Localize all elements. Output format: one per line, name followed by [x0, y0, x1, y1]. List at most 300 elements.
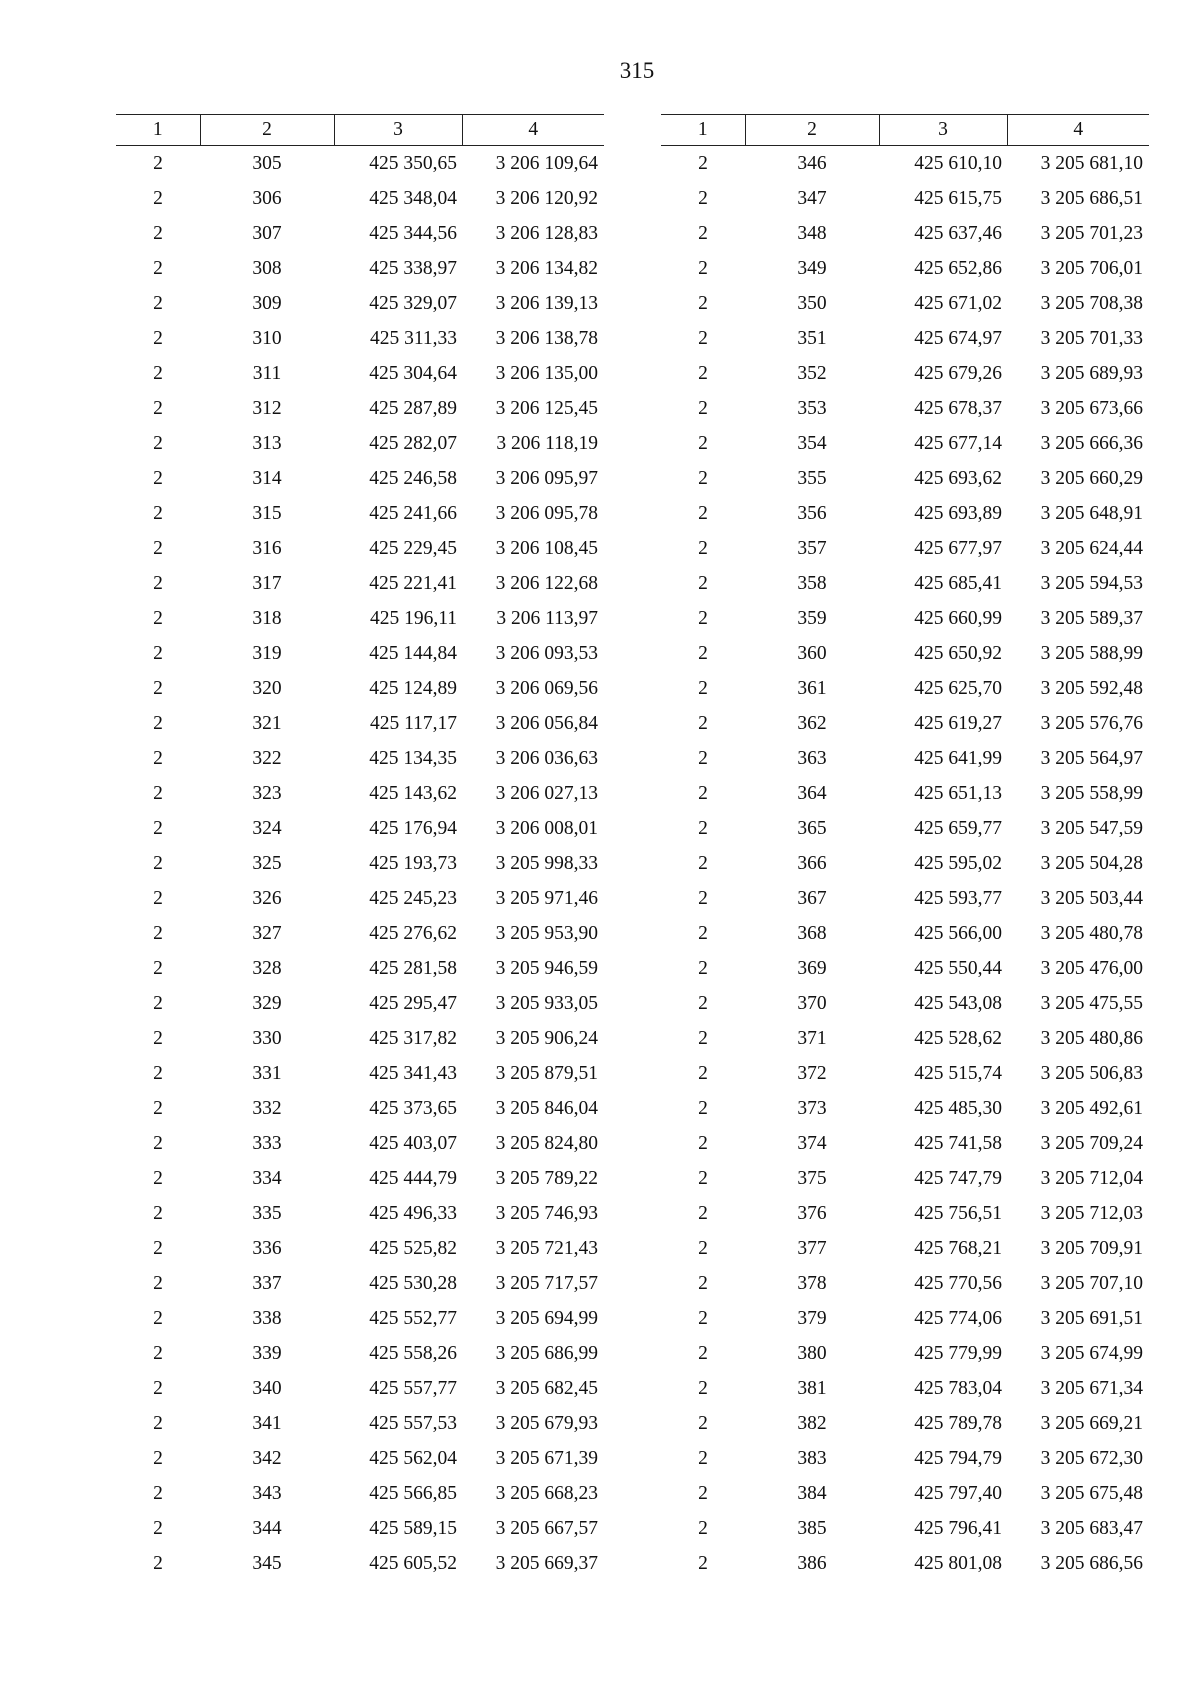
table-cell: 3 205 492,61 — [1040, 1097, 1143, 1119]
table-cell: 425 693,62 — [914, 467, 1002, 489]
table-cell: 334 — [252, 1167, 282, 1189]
table-cell: 3 206 128,83 — [495, 222, 598, 244]
table-cell: 3 206 095,97 — [495, 467, 598, 489]
table-row — [661, 426, 1149, 461]
table-cell: 425 589,15 — [369, 1517, 457, 1539]
table-row — [661, 356, 1149, 391]
table-cell: 2 — [698, 327, 708, 349]
table-row — [116, 181, 604, 216]
table-cell: 375 — [797, 1167, 827, 1189]
table-cell: 3 205 694,99 — [495, 1307, 598, 1329]
table-body — [661, 146, 1149, 1582]
table-cell: 338 — [252, 1307, 282, 1329]
table-cell: 2 — [698, 1097, 708, 1119]
table-cell: 347 — [797, 187, 827, 209]
table-row — [661, 566, 1149, 601]
table-row — [661, 1126, 1149, 1161]
table-cell: 3 206 113,97 — [496, 607, 598, 629]
table-cell: 425 373,65 — [369, 1097, 457, 1119]
table-cell: 425 741,58 — [914, 1132, 1002, 1154]
table-row — [116, 531, 604, 566]
table-cell: 2 — [153, 1517, 163, 1539]
table-row — [116, 321, 604, 356]
table-row — [116, 1231, 604, 1266]
table-cell: 332 — [252, 1097, 282, 1119]
table-cell: 377 — [797, 1237, 827, 1259]
table-cell: 2 — [698, 1517, 708, 1539]
table-row — [116, 951, 604, 986]
table-cell: 425 282,07 — [369, 432, 457, 454]
table-cell: 3 205 668,23 — [495, 1482, 598, 1504]
table-cell: 2 — [153, 502, 163, 524]
table-cell: 3 205 824,80 — [495, 1132, 598, 1154]
table-cell: 374 — [797, 1132, 827, 1154]
table-cell: 2 — [153, 432, 163, 454]
table-cell: 310 — [252, 327, 282, 349]
table-cell: 2 — [153, 887, 163, 909]
table-cell: 2 — [153, 362, 163, 384]
table-cell: 3 206 036,63 — [495, 747, 598, 769]
table-cell: 3 205 667,57 — [495, 1517, 598, 1539]
table-cell: 2 — [153, 1342, 163, 1364]
table-cell: 321 — [252, 712, 282, 734]
table-cell: 360 — [797, 642, 827, 664]
table-cell: 425 525,82 — [369, 1237, 457, 1259]
table-cell: 3 205 712,04 — [1040, 1167, 1143, 1189]
table-cell: 339 — [252, 1342, 282, 1364]
table-cell: 425 747,79 — [914, 1167, 1002, 1189]
table-row — [116, 356, 604, 391]
table-cell: 2 — [698, 677, 708, 699]
table-row — [661, 916, 1149, 951]
table-cell: 365 — [797, 817, 827, 839]
table-cell: 341 — [252, 1412, 282, 1434]
table-row — [116, 741, 604, 776]
table-cell: 3 206 056,84 — [495, 712, 598, 734]
table-cell: 425 295,47 — [369, 992, 457, 1014]
table-cell: 2 — [153, 1412, 163, 1434]
table-row — [116, 1091, 604, 1126]
table-cell: 3 205 675,48 — [1040, 1482, 1143, 1504]
table-cell: 425 196,11 — [369, 607, 457, 629]
table-cell: 344 — [252, 1517, 282, 1539]
table-cell: 425 134,35 — [369, 747, 457, 769]
table-cell: 3 206 134,82 — [495, 257, 598, 279]
table-cell: 425 348,04 — [369, 187, 457, 209]
table-cell: 342 — [252, 1447, 282, 1469]
table-cell: 2 — [153, 642, 163, 664]
table-cell: 2 — [153, 292, 163, 314]
table-cell: 425 801,08 — [914, 1552, 1002, 1574]
table-cell: 386 — [797, 1552, 827, 1574]
table-body — [116, 146, 604, 1582]
table-cell: 425 444,79 — [369, 1167, 457, 1189]
table-cell: 425 552,77 — [369, 1307, 457, 1329]
header-cell: 1 — [116, 115, 200, 146]
table-cell: 370 — [797, 992, 827, 1014]
table-cell: 382 — [797, 1412, 827, 1434]
table-cell: 425 557,77 — [369, 1377, 457, 1399]
table-cell: 3 205 746,93 — [495, 1202, 598, 1224]
table-cell: 349 — [797, 257, 827, 279]
table-cell: 306 — [252, 187, 282, 209]
table-row — [116, 1056, 604, 1091]
table-row — [661, 181, 1149, 216]
table-row — [661, 146, 1149, 182]
table-cell: 425 770,56 — [914, 1272, 1002, 1294]
table-cell: 425 797,40 — [914, 1482, 1002, 1504]
table-row — [661, 1546, 1149, 1581]
table-header — [116, 115, 604, 146]
table-cell: 3 205 588,99 — [1040, 642, 1143, 664]
table-cell: 314 — [252, 467, 282, 489]
table-cell: 2 — [698, 1027, 708, 1049]
table-cell: 316 — [252, 537, 282, 559]
table-row — [661, 286, 1149, 321]
table-cell: 2 — [153, 747, 163, 769]
table-row — [661, 1266, 1149, 1301]
table-cell: 3 205 879,51 — [495, 1062, 598, 1084]
table-cell: 3 205 671,34 — [1040, 1377, 1143, 1399]
table-cell: 425 779,99 — [914, 1342, 1002, 1364]
table-cell: 380 — [797, 1342, 827, 1364]
table-row — [116, 566, 604, 601]
table-cell: 384 — [797, 1482, 827, 1504]
table-cell: 2 — [153, 397, 163, 419]
table-cell: 425 558,26 — [369, 1342, 457, 1364]
table-cell: 351 — [797, 327, 827, 349]
table-row — [661, 1406, 1149, 1441]
table-row — [116, 286, 604, 321]
table-cell: 425 783,04 — [914, 1377, 1002, 1399]
table-cell: 3 205 669,37 — [495, 1552, 598, 1574]
table-cell: 3 205 971,46 — [495, 887, 598, 909]
table-cell: 425 641,99 — [914, 747, 1002, 769]
page-number: 315 — [619, 58, 655, 83]
table-cell: 2 — [698, 817, 708, 839]
table-cell: 425 550,44 — [914, 957, 1002, 979]
table-cell: 425 221,41 — [369, 572, 457, 594]
table-cell: 2 — [153, 187, 163, 209]
table-cell: 307 — [252, 222, 282, 244]
table-cell: 348 — [797, 222, 827, 244]
table-cell: 333 — [252, 1132, 282, 1154]
table-cell: 425 245,23 — [369, 887, 457, 909]
table-cell: 2 — [698, 362, 708, 384]
table-cell: 2 — [698, 607, 708, 629]
table-cell: 3 205 476,00 — [1040, 957, 1143, 979]
table-cell: 2 — [153, 1167, 163, 1189]
table-cell: 425 685,41 — [914, 572, 1002, 594]
table-cell: 2 — [153, 1272, 163, 1294]
table-row — [116, 811, 604, 846]
table-cell: 425 557,53 — [369, 1412, 457, 1434]
table-row — [116, 1196, 604, 1231]
table-header — [661, 115, 1149, 146]
table-cell: 2 — [698, 432, 708, 454]
table-row — [661, 461, 1149, 496]
table-row — [661, 1091, 1149, 1126]
table-cell: 3 205 660,29 — [1040, 467, 1143, 489]
table-row — [661, 741, 1149, 776]
table-row — [661, 1476, 1149, 1511]
table-row — [661, 216, 1149, 251]
table-cell: 3 205 712,03 — [1040, 1202, 1143, 1224]
table-cell: 362 — [797, 712, 827, 734]
table-row — [116, 601, 604, 636]
table-row — [116, 916, 604, 951]
table-cell: 2 — [698, 572, 708, 594]
table-row — [661, 1301, 1149, 1336]
table-cell: 2 — [698, 957, 708, 979]
table-cell: 3 205 475,55 — [1040, 992, 1143, 1014]
table-row — [661, 321, 1149, 356]
table-cell: 371 — [797, 1027, 827, 1049]
table-row — [661, 1161, 1149, 1196]
table-cell: 425 637,46 — [914, 222, 1002, 244]
header-cell: 1 — [661, 115, 745, 146]
table-cell: 2 — [698, 1552, 708, 1574]
table-cell: 2 — [153, 782, 163, 804]
table-cell: 352 — [797, 362, 827, 384]
table-cell: 373 — [797, 1097, 827, 1119]
table-cell: 355 — [797, 467, 827, 489]
table-cell: 2 — [153, 327, 163, 349]
table-cell: 3 205 648,91 — [1040, 502, 1143, 524]
table-cell: 2 — [698, 1167, 708, 1189]
table-cell: 3 205 681,10 — [1040, 152, 1143, 174]
table-row — [116, 1336, 604, 1371]
table-cell: 425 678,37 — [914, 397, 1002, 419]
table-cell: 372 — [797, 1062, 827, 1084]
table-cell: 2 — [698, 467, 708, 489]
table-row — [661, 531, 1149, 566]
table-cell: 2 — [153, 1447, 163, 1469]
table-cell: 3 205 946,59 — [495, 957, 598, 979]
table-cell: 323 — [252, 782, 282, 804]
table-cell: 425 281,58 — [369, 957, 457, 979]
table-cell: 425 338,97 — [369, 257, 457, 279]
table-cell: 3 205 721,43 — [495, 1237, 598, 1259]
table-cell: 3 205 564,97 — [1040, 747, 1143, 769]
table-cell: 425 311,33 — [369, 327, 457, 349]
table-cell: 2 — [153, 607, 163, 629]
table-row — [116, 496, 604, 531]
table-cell: 2 — [698, 397, 708, 419]
table-cell: 2 — [698, 152, 708, 174]
table-cell: 2 — [153, 677, 163, 699]
table-cell: 3 205 709,91 — [1040, 1237, 1143, 1259]
table-cell: 425 193,73 — [369, 852, 457, 874]
table-cell: 2 — [698, 1482, 708, 1504]
table-cell: 425 344,56 — [369, 222, 457, 244]
table-cell: 2 — [153, 1062, 163, 1084]
table-cell: 3 206 118,19 — [496, 432, 598, 454]
table-cell: 2 — [698, 992, 708, 1014]
table-cell: 381 — [797, 1377, 827, 1399]
table-cell: 3 205 683,47 — [1040, 1517, 1143, 1539]
table-cell: 2 — [698, 187, 708, 209]
table-cell: 425 768,21 — [914, 1237, 1002, 1259]
table-row — [116, 1511, 604, 1546]
table-cell: 326 — [252, 887, 282, 909]
table-cell: 329 — [252, 992, 282, 1014]
table-cell: 2 — [698, 782, 708, 804]
table-cell: 2 — [153, 1377, 163, 1399]
table-cell: 3 205 709,24 — [1040, 1132, 1143, 1154]
table-row — [116, 1021, 604, 1056]
table-cell: 3 206 122,68 — [495, 572, 598, 594]
table-cell: 367 — [797, 887, 827, 909]
table-cell: 2 — [153, 1237, 163, 1259]
table-cell: 425 625,70 — [914, 677, 1002, 699]
table-row — [116, 251, 604, 286]
table-cell: 3 205 682,45 — [495, 1377, 598, 1399]
table-cell: 345 — [252, 1552, 282, 1574]
table-row — [116, 216, 604, 251]
table-cell: 368 — [797, 922, 827, 944]
table-row — [116, 1126, 604, 1161]
table-cell: 3 205 594,53 — [1040, 572, 1143, 594]
table-row — [116, 1476, 604, 1511]
table-cell: 3 205 717,57 — [495, 1272, 598, 1294]
table-cell: 315 — [252, 502, 282, 524]
table-cell: 2 — [698, 887, 708, 909]
table-cell: 425 117,17 — [369, 712, 457, 734]
table-cell: 3 205 953,90 — [495, 922, 598, 944]
table-row — [116, 1406, 604, 1441]
table-cell: 425 789,78 — [914, 1412, 1002, 1434]
table-cell: 3 205 480,78 — [1040, 922, 1143, 944]
table-cell: 356 — [797, 502, 827, 524]
table-row — [116, 1371, 604, 1406]
table-row — [661, 1196, 1149, 1231]
table-cell: 425 485,30 — [914, 1097, 1002, 1119]
table-row — [661, 811, 1149, 846]
table-cell: 3 206 125,45 — [495, 397, 598, 419]
table-cell: 3 205 679,93 — [495, 1412, 598, 1434]
table-cell: 3 205 706,01 — [1040, 257, 1143, 279]
table-cell: 425 693,89 — [914, 502, 1002, 524]
table-cell: 3 206 139,13 — [495, 292, 598, 314]
table-cell: 336 — [252, 1237, 282, 1259]
table-cell: 379 — [797, 1307, 827, 1329]
table-cell: 425 543,08 — [914, 992, 1002, 1014]
table-row — [661, 986, 1149, 1021]
table-cell: 3 205 624,44 — [1040, 537, 1143, 559]
table-row — [661, 391, 1149, 426]
table-cell: 319 — [252, 642, 282, 664]
table-cell: 335 — [252, 1202, 282, 1224]
table-row — [661, 1441, 1149, 1476]
table-cell: 358 — [797, 572, 827, 594]
table-cell: 425 246,58 — [369, 467, 457, 489]
table-cell: 2 — [698, 1342, 708, 1364]
table-cell: 425 566,00 — [914, 922, 1002, 944]
table-cell: 361 — [797, 677, 827, 699]
table-cell: 425 515,74 — [914, 1062, 1002, 1084]
table-cell: 383 — [797, 1447, 827, 1469]
table-cell: 3 206 109,64 — [495, 152, 598, 174]
table-cell: 2 — [153, 1097, 163, 1119]
table-cell: 425 794,79 — [914, 1447, 1002, 1469]
table-cell: 425 241,66 — [369, 502, 457, 524]
table-cell: 425 566,85 — [369, 1482, 457, 1504]
table-row — [661, 706, 1149, 741]
header-cell: 4 — [1007, 115, 1149, 146]
table-row — [661, 1021, 1149, 1056]
table-cell: 425 756,51 — [914, 1202, 1002, 1224]
table-cell: 425 562,04 — [369, 1447, 457, 1469]
table-cell: 2 — [153, 957, 163, 979]
table-cell: 330 — [252, 1027, 282, 1049]
table-cell: 359 — [797, 607, 827, 629]
table-cell: 2 — [153, 1307, 163, 1329]
table-cell: 425 595,02 — [914, 852, 1002, 874]
table-cell: 3 206 027,13 — [495, 782, 598, 804]
table-cell: 324 — [252, 817, 282, 839]
table-cell: 425 528,62 — [914, 1027, 1002, 1049]
table-cell: 2 — [698, 257, 708, 279]
table-cell: 327 — [252, 922, 282, 944]
table-cell: 425 350,65 — [369, 152, 457, 174]
table-cell: 3 205 686,99 — [495, 1342, 598, 1364]
table-cell: 322 — [252, 747, 282, 769]
table-cell: 3 205 558,99 — [1040, 782, 1143, 804]
table-cell: 354 — [797, 432, 827, 454]
table-cell: 3 205 669,21 — [1040, 1412, 1143, 1434]
table-row — [116, 706, 604, 741]
table-cell: 425 671,02 — [914, 292, 1002, 314]
table-cell: 425 677,14 — [914, 432, 1002, 454]
table-cell: 3 205 789,22 — [495, 1167, 598, 1189]
table-cell: 318 — [252, 607, 282, 629]
table-cell: 2 — [698, 1307, 708, 1329]
table-row — [661, 1336, 1149, 1371]
table-cell: 3 205 686,56 — [1040, 1552, 1143, 1574]
table-cell: 425 229,45 — [369, 537, 457, 559]
table-cell: 369 — [797, 957, 827, 979]
table-cell: 2 — [698, 502, 708, 524]
table-cell: 2 — [153, 922, 163, 944]
table-cell: 425 403,07 — [369, 1132, 457, 1154]
table-cell: 3 206 135,00 — [495, 362, 598, 384]
table-row — [116, 1266, 604, 1301]
table-cell: 2 — [698, 642, 708, 664]
table-cell: 425 674,97 — [914, 327, 1002, 349]
table-cell: 425 659,77 — [914, 817, 1002, 839]
table-row — [116, 1441, 604, 1476]
table-cell: 425 329,07 — [369, 292, 457, 314]
table-cell: 3 206 108,45 — [495, 537, 598, 559]
table-cell: 2 — [698, 922, 708, 944]
table-cell: 378 — [797, 1272, 827, 1294]
table-cell: 3 205 707,10 — [1040, 1272, 1143, 1294]
table-cell: 3 205 506,83 — [1040, 1062, 1143, 1084]
table-cell: 425 610,10 — [914, 152, 1002, 174]
table-cell: 311 — [252, 362, 282, 384]
table-cell: 3 206 095,78 — [495, 502, 598, 524]
table-cell: 3 206 069,56 — [495, 677, 598, 699]
table-cell: 425 605,52 — [369, 1552, 457, 1574]
table-cell: 425 143,62 — [369, 782, 457, 804]
table-cell: 3 205 666,36 — [1040, 432, 1143, 454]
table-cell: 3 205 933,05 — [495, 992, 598, 1014]
table-row — [661, 776, 1149, 811]
table-row — [116, 461, 604, 496]
table-cell: 425 317,82 — [369, 1027, 457, 1049]
table-row — [661, 671, 1149, 706]
